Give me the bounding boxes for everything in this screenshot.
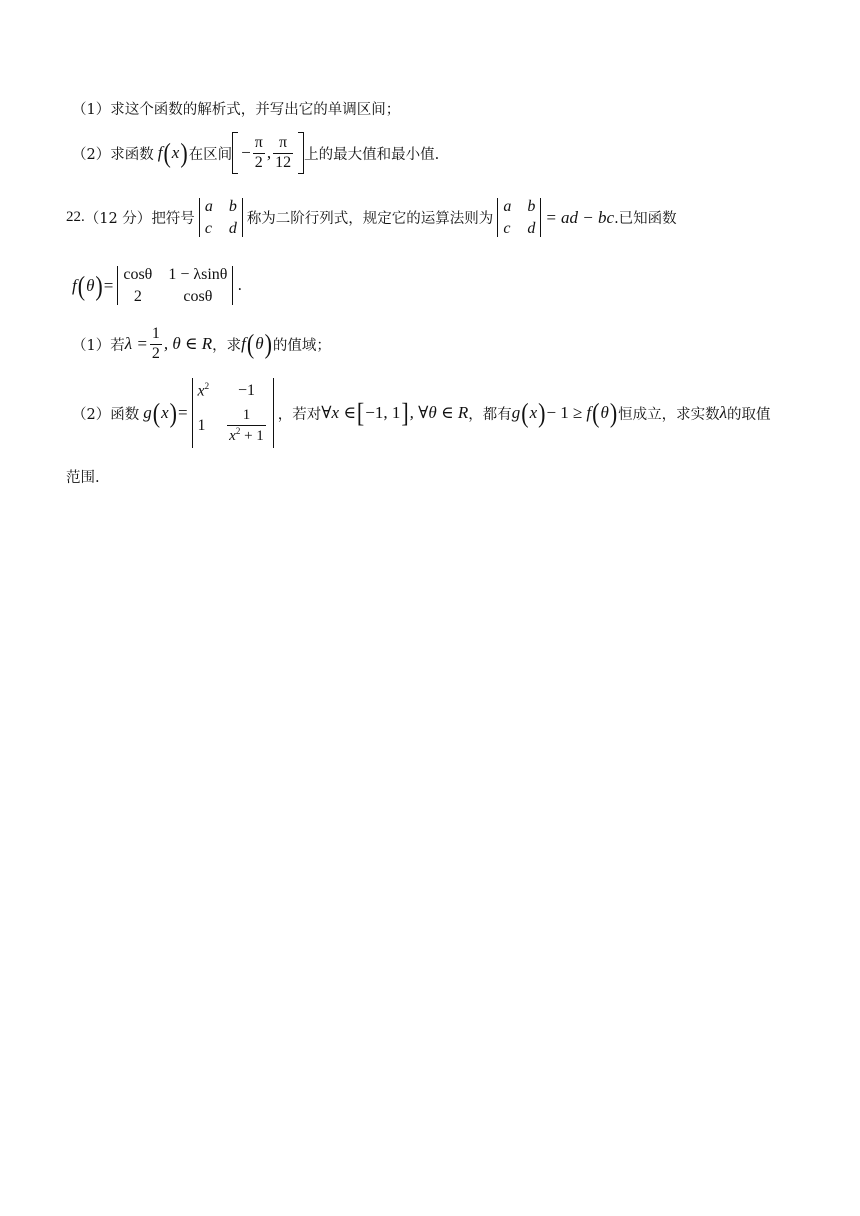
q22-intro-b: 称为二阶行列式，规定它的运算法则为 (246, 211, 494, 228)
g-determinant-fraction: $\frac{1}{x^2 + 1}$ (229, 406, 264, 444)
q22-number: 22. (66, 209, 85, 226)
q22-part2-prefix: （2）函数 (72, 406, 140, 423)
symbol-determinant: a b c d (199, 198, 243, 237)
q21-part2-mid: 在区间 (188, 146, 233, 163)
q22-part2-forall2: , ∀θ ∈ R (409, 403, 469, 423)
q22-score: （12 分） (84, 211, 152, 228)
q22-intro (66, 198, 677, 237)
q22-part1-fraction: $\frac{1}{2}$ (151, 325, 160, 362)
q22-part2-ineq-g: g (511, 403, 521, 423)
q22-part1-prefix: （1）若 (72, 337, 125, 354)
q22-f-definition: f ( θ ) = cosθ 1 − λsinθ 2 cosθ . (72, 266, 243, 305)
q21-part1 (72, 98, 400, 119)
q22-part1-variable: θ (255, 334, 264, 354)
f-definition-end: . (237, 277, 243, 294)
q22-part1-function: f (241, 334, 246, 354)
q22-part2-g: g (143, 403, 152, 423)
rule-determinant: a b c d (497, 198, 541, 237)
q21-part2-variable: x (171, 143, 180, 162)
q22-intro-a: 把符号 (151, 211, 195, 228)
q22-part2: （2）函数 g ( x ) = $x^2$ −1 1 $\frac{1}{x^2 + 1}$ ，若对 ∀x ∈ [ −1, 1 ] , ∀θ ∈ R ，都有 g ( x ) − 1 ≥ f ( θ ) 恒成立，求实数 λ 的取值 (72, 378, 771, 448)
interval-left-fraction: $\frac{\pi}{2}$ (254, 133, 263, 171)
q22-part2-ineq-mid: − 1 ≥ (546, 403, 583, 423)
q22-part2-end: 的取值 (727, 406, 771, 423)
q21-part1-text: （1）求这个函数的解析式，并写出它的单调区间； (72, 102, 401, 118)
q21-part2-prefix: （2）求函数 (72, 146, 154, 163)
q22-part1-mid: ，求 (212, 337, 242, 354)
g-determinant: $x^2$ −1 1 $\frac{1}{x^2 + 1}$ (192, 378, 274, 448)
rule-expression: = ad − bc (545, 207, 615, 227)
q22-intro-c: .已知函数 (614, 211, 677, 228)
q22-part2-cond1: ，若对 (277, 406, 322, 423)
q22-part1-lambda: λ = (124, 334, 148, 354)
q22-part1-suffix: 的值域； (272, 337, 331, 354)
interval-left-sign: − (241, 143, 251, 162)
q22-part2-lambda: λ (719, 403, 728, 423)
q21-part2-function: f (157, 143, 163, 162)
q21-part2: （2）求函数 f ( x ) 在区间 − $\frac{\pi}{2}$ , $\frac{\pi}{12}$ 上的最大值和最小值. (72, 132, 439, 174)
q22-part1: （1）若 λ = $\frac{1}{2}$ , θ ∈ R ，求 f ( θ ) 的值域； (72, 325, 331, 362)
interval-left-bracket (232, 132, 238, 174)
q22-part2-ineq-f: f (586, 403, 592, 423)
q22-part2-continuation (66, 466, 100, 487)
f-determinant: cosθ 1 − λsinθ 2 cosθ (117, 266, 233, 305)
q22-part2-forall: ∀x ∈ (321, 403, 356, 423)
f-definition-variable: θ (86, 275, 95, 295)
q21-part2-suffix: 上的最大值和最小值. (304, 146, 440, 163)
q22-part2-cond2: ，都有 (468, 406, 512, 423)
f-definition-function: f (72, 275, 77, 295)
q22-part2-x: x (161, 403, 169, 423)
interval-right-fraction: $\frac{\pi}{12}$ (275, 133, 292, 171)
q22-part2-interval: −1, 1 (365, 403, 401, 423)
q22-part2-continuation-text: 范围. (66, 470, 100, 486)
q22-part1-theta: , θ ∈ R (163, 334, 213, 354)
q22-part2-cond3: 恒成立，求实数 (618, 406, 720, 423)
